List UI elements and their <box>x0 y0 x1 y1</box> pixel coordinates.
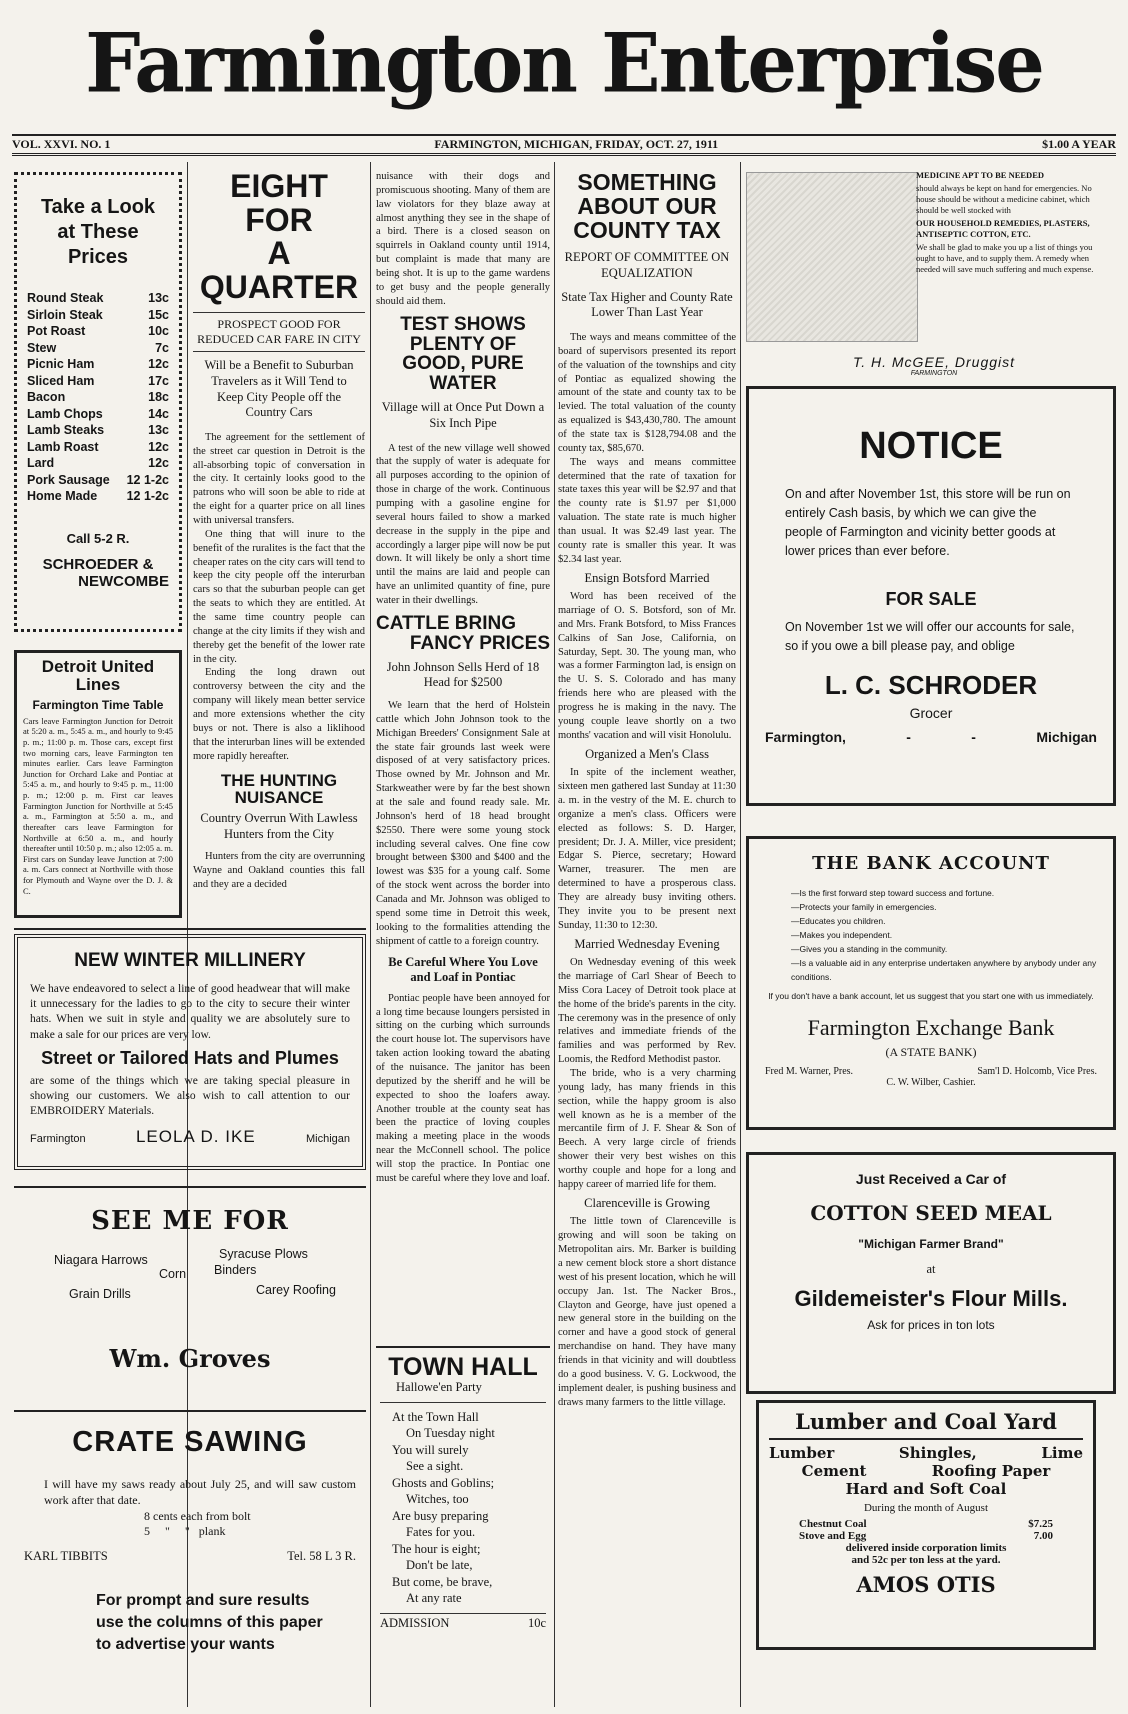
price-item-value: 12c <box>148 357 169 371</box>
issue-date: FARMINGTON, MICHIGAN, FRIDAY, OCT. 27, 1911 <box>434 137 719 151</box>
location-dash: - <box>906 728 911 745</box>
gilde-brand: "Michigan Farmer Brand" <box>858 1236 1004 1251</box>
otis-products <box>769 1444 1083 1462</box>
column-3 <box>376 170 550 1358</box>
verse-line: Ghosts and Goblins; <box>392 1475 495 1490</box>
otis-coal-type: Chestnut Coal <box>799 1518 867 1530</box>
crate-owner: KARL TIBBITS <box>24 1548 108 1563</box>
verse-line: The hour is eight; <box>392 1541 481 1556</box>
groves-item: Carey Roofing <box>256 1283 336 1297</box>
location-dash: - <box>971 728 976 745</box>
article-text: nuisance with their dogs and promiscuous shooting. Many of them are law violators for they blaze away at almost anything they see in the shape of a bird. There is a closed season on squirrels in Oakland county until 1914, but complaint is made that many are being shot. It is up to the game wardens to get busy and the people generally should aid them. <box>376 171 550 307</box>
price-row <box>27 439 169 456</box>
town-hall-heading: TOWN HALL <box>388 1353 538 1381</box>
mcgee-line: MEDICINE APT TO BE NEEDED <box>916 170 1045 180</box>
headline: EIGHT FOR <box>230 170 328 238</box>
subheading: Be Careful Where You Love and Loaf in Pontiac <box>388 954 538 985</box>
for-sale-text: On November 1st we will offer our accounts for sale, so if you owe a bill please pay, and oblige <box>785 619 1075 653</box>
mcgee-town: FARMINGTON <box>910 370 958 376</box>
price-row <box>27 422 169 439</box>
price-item-value: 12c <box>148 439 169 454</box>
crate-signature <box>24 1549 356 1564</box>
price-item-value: 13c <box>148 291 169 305</box>
price-row <box>27 455 169 472</box>
price-row <box>27 389 169 406</box>
verse-line: See a sight. <box>406 1459 464 1474</box>
price-row <box>27 323 169 340</box>
dul-schedule: Cars leave Farmington Junction for Detroit at 5:20 a. m., 5:45 a. m., and hourly to 9:45 p. m.; 11:00 p. m. Those cars, except first two morning cars, leave Farmington ten minutes earlier. Cars leave Farmington Junction for Orchard Lake and Pontiac at 5:45 a. m., and hourly to 9:45 p. m., 11:00 p. m.; 12:00 p. m. First car leaves Farmington Junction for Northville at 5:45 a. m., Farmington at 5:50 a. m., and thereafter cars leave Farmington for Northville at 6:50 a. m., and hourly thereafter until 10:50 p. m.; also 12:05 a. m. First cars on Sunday leave Junction at 7:00 a. m. Cars connect at Northville with those for Plymouth and Wayne over the D. J. & C. <box>23 715 173 896</box>
bank-point: —Gives you a standing in the community. <box>791 944 948 954</box>
verse-line: Are busy preparing <box>392 1508 489 1523</box>
verse-line: But come, be brave, <box>392 1574 493 1589</box>
town-hall-admission <box>380 1613 546 1631</box>
phone-number: Call 5-2 R. <box>66 530 130 546</box>
schroder-name: L. C. SCHRODER <box>824 669 1038 700</box>
schroder-state: Michigan <box>1036 728 1097 745</box>
masthead <box>0 0 1128 132</box>
dateline <box>12 134 1116 156</box>
otis-ad <box>756 1400 1096 1650</box>
price-item-value: 18c <box>148 390 169 404</box>
price-item-value: 17c <box>148 373 169 388</box>
article-text: The ways and means committee determined that the rate of taxation for state taxes this year will be $2.97 and that the county rate is $1.97 per $1,000 valuation. The state rate is much higher than usual. It was $2.49 last year. The county rate is smaller this year. It was $2.34 last year. <box>558 456 736 565</box>
section-rule <box>14 1186 366 1188</box>
groves-heading: SEE ME FOR <box>91 1206 289 1236</box>
otis-coal-price: 7.00 <box>1033 1530 1053 1542</box>
verse-line: At the Town Hall <box>392 1409 479 1424</box>
bank-vice-president: Sam'l D. Holcomb, Vice Pres. <box>977 1066 1097 1077</box>
verse-line: At any rate <box>406 1591 462 1606</box>
otis-name: AMOS OTIS <box>856 1572 996 1597</box>
millinery-feature: Street or Tailored Hats and Plumes <box>41 1047 339 1068</box>
millinery-signature <box>30 1127 350 1147</box>
newspaper-title: Farmington Enterprise <box>85 15 1043 112</box>
price-item-name: Home Made <box>27 489 98 503</box>
verse-line: On Tuesday night <box>406 1426 495 1441</box>
groves-item: Corn <box>159 1267 187 1281</box>
otis-products <box>769 1462 1083 1480</box>
price-item-name: Bacon <box>27 390 66 404</box>
firm-name-line: NEWCOMBE <box>78 572 169 590</box>
headline: TEST SHOWS PLENTY OF GOOD, PURE WATER <box>400 313 526 395</box>
ad-promo: For prompt and sure results use the columns of this paper to advertise your wants <box>96 1592 323 1653</box>
price-item-name: Lamb Steaks <box>27 423 105 437</box>
otis-product: Shingles, <box>898 1444 977 1462</box>
price-item-value: 14c <box>148 406 169 421</box>
gilde-name: Gildemeister's Flour Mills. <box>794 1286 1068 1312</box>
mcgee-text <box>916 170 1112 277</box>
article-text: Ending the long drawn out controversy between the city and the company will likely mean better service and more extensions whether the city buys or not. There is also a liklihood that the interurban lines will be extended more rapidly hereafter. <box>193 667 365 762</box>
verse-line: Witches, too <box>406 1492 469 1507</box>
millinery-heading: NEW WINTER MILLINERY <box>74 950 306 971</box>
mcgee-line: We shall be glad to make you up a list of things you ought to have, and to supply them. A remedy when needed will save much suffering and much expense. <box>916 242 1094 275</box>
bank-president: Fred M. Warner, Pres. <box>765 1066 854 1077</box>
bank-cashier: C. W. Wilber, Cashier. <box>886 1077 976 1088</box>
millinery-text: We have endeavored to select a line of good headwear that will make it unnecessary for the ladies to go to the city to secure their winter hats. When we suit in style and quality we are absolutely sure to make a sale for our prices are very low. <box>30 983 350 1041</box>
article-text: The bride, who is a very charming young lady, has many friends in this section, while the happy groom is also well known as he is a member of the mercantile firm of J. F. Shear & Son of Beech. A very large circle of friends shower their very best wishes on this worthy couple and hope for a long and happy career of married life for them. <box>558 1068 736 1190</box>
bank-point: —Makes you independent. <box>791 930 893 940</box>
bank-name: Farmington Exchange Bank <box>807 1015 1055 1040</box>
firm-name-line: SCHROEDER & <box>42 555 154 573</box>
gilde-product: COTTON SEED MEAL <box>810 1200 1052 1225</box>
schroder-ad <box>746 386 1116 806</box>
groves-name: Wm. Groves <box>109 1344 271 1373</box>
otis-product: Cement <box>801 1462 867 1480</box>
subheading: Organized a Men's Class <box>585 746 709 761</box>
crate-ad <box>14 1414 366 1594</box>
section-rule <box>14 928 366 930</box>
bank-note: If you don't have a bank account, let us suggest that you start one with us immediately. <box>768 991 1094 1001</box>
gildemeister-ad <box>746 1152 1116 1394</box>
article-text: In spite of the inclement weather, sixteen men gathered last Sunday at 11:30 a. m. in the vestry of the M. E. church to organize a men's class. Officers were elected as follows: S. D. Harger, president; Dr. J. A. Miller, vice president; Edgar S. Pierce, secretary; Howard Warner, treasurer. The men are determined to have a prosperous class. They are already busy inviting others. They invite you to be present next Sunday, 11:30 to 12:30. <box>558 767 736 931</box>
price-row <box>27 340 169 357</box>
verse-line: Fates for you. <box>406 1525 476 1540</box>
schroder-location <box>765 729 1097 745</box>
column-rule <box>554 162 555 1707</box>
millinery-place: Farmington <box>30 1133 86 1146</box>
article-text: The little town of Clarenceville is growing and will soon be taking on Metropolitan airs. Mr. Barker is building a new cement block store a short distance west of his present location, which he will occupy Jan. 1st. The Nacker Bros., Clayton and George, have just opened a new general store in the building on the corner and have a good stock of general merchandise on hand. They have many friends in that vicinity and will doubtless do a good business. V. G. Lockwood, the implement dealer, is pushing business and draws many farmers to the little village. <box>558 1216 736 1408</box>
price-row <box>27 373 169 390</box>
deck: PROSPECT GOOD FOR REDUCED CAR FARE IN CITY <box>193 312 365 352</box>
deck: John Johnson Sells Herd of 18 Head for $2500 <box>386 659 540 690</box>
schroder-town: Farmington, <box>765 728 846 745</box>
price-row <box>27 307 169 324</box>
otis-delivery: delivered inside corporation limits <box>845 1542 1007 1554</box>
bank-heading: THE BANK ACCOUNT <box>812 853 1050 874</box>
admission-label: ADMISSION <box>380 1615 450 1630</box>
deck: REPORT OF COMMITTEE ON EQUALIZATION <box>564 250 730 281</box>
price-item-name: Lamb Chops <box>27 406 103 421</box>
millinery-text: are some of the things which we are taking special pleasure in showing our customers. We also wish to call attention to our EMBROIDERY Materials. <box>30 1074 350 1117</box>
otis-month: During the month of August <box>863 1502 989 1514</box>
subheading: Clarenceville is Growing <box>584 1195 710 1210</box>
price-item-name: Round Steak <box>27 291 104 305</box>
subheading: Married Wednesday Evening <box>574 936 720 951</box>
mcgee-name: T. H. McGEE, Druggist <box>852 354 1016 370</box>
price-item-name: Pork Sausage <box>27 472 110 487</box>
dul-subheading: Farmington Time Table <box>32 697 164 712</box>
verse-line: Don't be late, <box>406 1558 473 1573</box>
groves-item: Binders <box>214 1263 257 1277</box>
otis-delivery: and 52c per ton less at the yard. <box>851 1554 1001 1566</box>
otis-coal: Hard and Soft Coal <box>845 1480 1007 1498</box>
price-item-name: Sirloin Steak <box>27 307 103 322</box>
article-text: A test of the new village well showed that the supply of water is adequate for all purposes according to the opinion of those in charge of the work. Continuous pumping with a gasoline engine for several hours failed to show a marked decrease in the supply in the pipe and accordingly a larger pipe will now be put down. It will likely be only a short time until the mains are laid and people can have an unlimited quantity of fine, pure water in their dwellings. <box>376 442 550 607</box>
crate-heading: CRATE SAWING <box>72 1426 308 1458</box>
crate-rate: 8 cents each from bolt <box>144 1508 251 1523</box>
article-text: On Wednesday evening of this week the marriage of Carl Shear of Beech to Miss Cora Lacey of Detroit took place at the home of the bride's parents in the city. The ceremony was in the presence of only relatives and immediate friends of the families and was performed by Rev. Loomis, the Redford Methodist pastor. <box>558 957 736 1066</box>
town-hall-verse <box>380 1403 546 1607</box>
firm-name <box>27 556 169 590</box>
groves-items <box>34 1246 346 1310</box>
groves-item: Niagara Harrows <box>54 1253 148 1267</box>
groves-item: Syracuse Plows <box>219 1247 308 1261</box>
article-text: One thing that will inure to the benefit of the ruralites is the fact that the cheaper rates on the city cars will tend to keep the city people off the interurban cars so that the suburban people can get the seats to which they are entitled. At the same time country people can change at the city limits if they wish and thereby get the benefit of the lower rate in the city. <box>193 528 365 665</box>
bank-points <box>765 886 1097 984</box>
notice-heading: NOTICE <box>859 425 1003 467</box>
section-rule <box>14 1410 366 1412</box>
price-item-name: Lamb Roast <box>27 439 99 454</box>
price-item-value: 7c <box>155 340 169 355</box>
subheading: Ensign Botsford Married <box>584 570 710 585</box>
column-rule <box>370 162 371 1707</box>
gilde-at: at <box>926 1261 936 1276</box>
price-item-name: Pot Roast <box>27 324 86 338</box>
price-item-name: Lard <box>27 456 55 470</box>
price-item-value: 12 1-2c <box>126 472 169 487</box>
otis-price-row <box>769 1518 1083 1530</box>
schroder-role: Grocer <box>909 705 953 722</box>
crate-phone: Tel. 58 L 3 R. <box>287 1548 356 1563</box>
millinery-ad <box>14 934 366 1170</box>
bank-ad <box>746 836 1116 1130</box>
gilde-ask: Ask for prices in ton lots <box>867 1318 995 1333</box>
volume-number: VOL. XXVI. NO. 1 <box>12 137 111 151</box>
mcgee-line: should always be kept on hand for emergencies. No house should be without a medicine cabinet, which should be well stocked with <box>916 183 1092 216</box>
price-row <box>27 472 169 489</box>
deck: Village will at Once Put Down a Six Inch Pipe <box>381 400 545 430</box>
price-list <box>27 290 169 505</box>
column-rule <box>740 162 741 1707</box>
bank-point: —Is the first forward step toward success and fortune. <box>791 888 995 898</box>
crate-text: I will have my saws ready about July 25, and will saw custom work after that date. <box>44 1477 356 1507</box>
dul-timetable <box>14 650 182 918</box>
price-item-value: 10c <box>148 324 169 338</box>
headline: CATTLE BRING <box>376 612 517 634</box>
subscription-price: $1.00 A YEAR <box>1042 137 1116 151</box>
deck: State Tax Higher and County Rate Lower Than Last Year <box>561 289 733 320</box>
price-row <box>27 356 169 373</box>
town-hall-ad <box>376 1352 550 1654</box>
article-text: We learn that the herd of Holstein cattle which John Johnson took to the Michigan Breeders' Consignment Sale at the state fair grounds last week were disposed of at very satisfactory prices. Those owned by Mr. Johnson and Mr. Starkweather were by far the best shown at the sale and found ready sale. Mr. Johnson's herd of 18 head brought $2550. There were some young stock including several calves. One fine cow brought between $300 and $400 and the lowest was $35 for a young calf. Some of the stock went across the border into Canada and Mr. Johnson was obliged to spend some time in Detroit this week, looking to the formalities attending the shipment of cattle to a foreign country. <box>376 700 550 947</box>
groves-item: Grain Drills <box>69 1287 131 1301</box>
article-text: Pontiac people have been annoyed for a long time because loungers persisted in sitting on the curbing which surrounds the court house lot. The supervisors have taken action looking toward the abating of the nuisance. The janitor has been deputized by the sheriff and he will be expected to shoo the loafers away. Another trouble at the county seat has been the practice of loving couples making a meeting place in the woods near the McConnell school. The police will stop the practice. In Pontiac one must be careful where they love and loaf. <box>376 992 550 1184</box>
column-2 <box>193 170 365 926</box>
otis-coal-type: Stove and Egg <box>799 1530 867 1542</box>
article-text: Word has been received of the marriage of O. S. Botsford, son of Mr. and Mrs. Frank Botsford, to Miss Frances Calkins of San Jose, California, on Saturday, Sept. 30. The young man, who was a former Farmington lad, is ensign on the U. S. S. Colorado and has many friends here who are pleased with the progress he is making in the navy. The young couple leave shortly on a two months' vacation and will visit Honolulu. <box>558 591 736 741</box>
price-item-name: Picnic Ham <box>27 357 95 371</box>
headline: SOMETHING ABOUT OUR COUNTY TAX <box>573 170 721 244</box>
dul-heading: Detroit United Lines <box>41 657 155 694</box>
headline: FANCY PRICES <box>409 632 550 654</box>
prices-heading: Take a Look at These Prices <box>40 196 156 268</box>
for-sale-heading: FOR SALE <box>885 588 977 609</box>
price-row <box>27 406 169 423</box>
millinery-owner: LEOLA D. IKE <box>135 1127 256 1147</box>
price-item-name: Sliced Ham <box>27 373 95 388</box>
millinery-state: Michigan <box>305 1133 350 1146</box>
price-item-value: 15c <box>148 307 169 322</box>
bank-point: —Educates you children. <box>791 916 886 926</box>
otis-heading: Lumber and Coal Yard <box>769 1409 1083 1440</box>
mcgee-ad <box>744 170 1116 376</box>
price-item-value: 12 1-2c <box>126 489 169 503</box>
price-row <box>27 290 169 307</box>
bank-type: (A STATE BANK) <box>885 1045 977 1059</box>
price-item-value: 12c <box>148 456 169 470</box>
price-item-value: 13c <box>148 423 169 437</box>
headline: A QUARTER <box>199 235 359 305</box>
admission-price: 10c <box>527 1615 546 1630</box>
section-rule <box>376 1346 550 1348</box>
bank-officers <box>765 1066 1097 1077</box>
column-4 <box>558 170 736 1660</box>
otis-coal-price: $7.25 <box>1028 1518 1053 1530</box>
verse-line: You will surely <box>392 1442 469 1457</box>
deck: Will be a Benefit to Suburban Travelers as it Will Tend to Keep City People off the Country Cars <box>204 358 354 420</box>
price-item-name: Stew <box>27 340 57 355</box>
article-text: Hunters from the city are overrunning Wayne and Oakland counties this fall and they are a decided <box>193 851 365 891</box>
otis-product: Roofing Paper <box>931 1462 1051 1480</box>
price-row <box>27 488 169 505</box>
article-text: The agreement for the settlement of the street car question in Detroit is the all-absorbing topic of conversation in the city. It certainly looks good to the patrons who will soon be able to ride at the eight for a quarter price on all lines with universal transfers. <box>193 431 365 527</box>
article-text: The ways and means committee of the board of supervisors presented its report of the valuation of the townships and city of Pontiac as equalized showing the amount of the state and county tax to be levied. The total valuation of the county as equalized is $43,430,780. The amount of the state tax is $128,794.08 and the county tax, $85,670. <box>558 331 736 454</box>
otis-product: Lumber <box>769 1444 835 1462</box>
crate-rate: 5 " " plank <box>144 1523 226 1538</box>
groves-ad <box>14 1196 366 1406</box>
bank-point: —Is a valuable aid in any enterprise undertaken anywhere by anybody under any conditions. <box>791 958 1097 982</box>
cabinet-illustration <box>746 172 918 342</box>
mcgee-line: OUR HOUSEHOLD REMEDIES, PLASTERS, ANTISEPTIC COTTON, ETC. <box>916 218 1090 240</box>
headline: THE HUNTING NUISANCE <box>220 770 338 808</box>
prices-ad <box>14 172 182 632</box>
gilde-line: Just Received a Car of <box>855 1171 1007 1187</box>
town-hall-sub: Hallowe'en Party <box>380 1380 546 1403</box>
otis-price-row <box>769 1530 1083 1542</box>
otis-product: Lime <box>1041 1444 1083 1462</box>
deck: Country Overrun With Lawless Hunters from the City <box>200 811 358 841</box>
notice-text: On and after November 1st, this store will be run on entirely Cash basis, by which we can give the people of Farmington and vicinity better goods at lower prices than ever before. <box>785 486 1071 558</box>
bank-point: —Protects your family in emergencies. <box>791 902 937 912</box>
